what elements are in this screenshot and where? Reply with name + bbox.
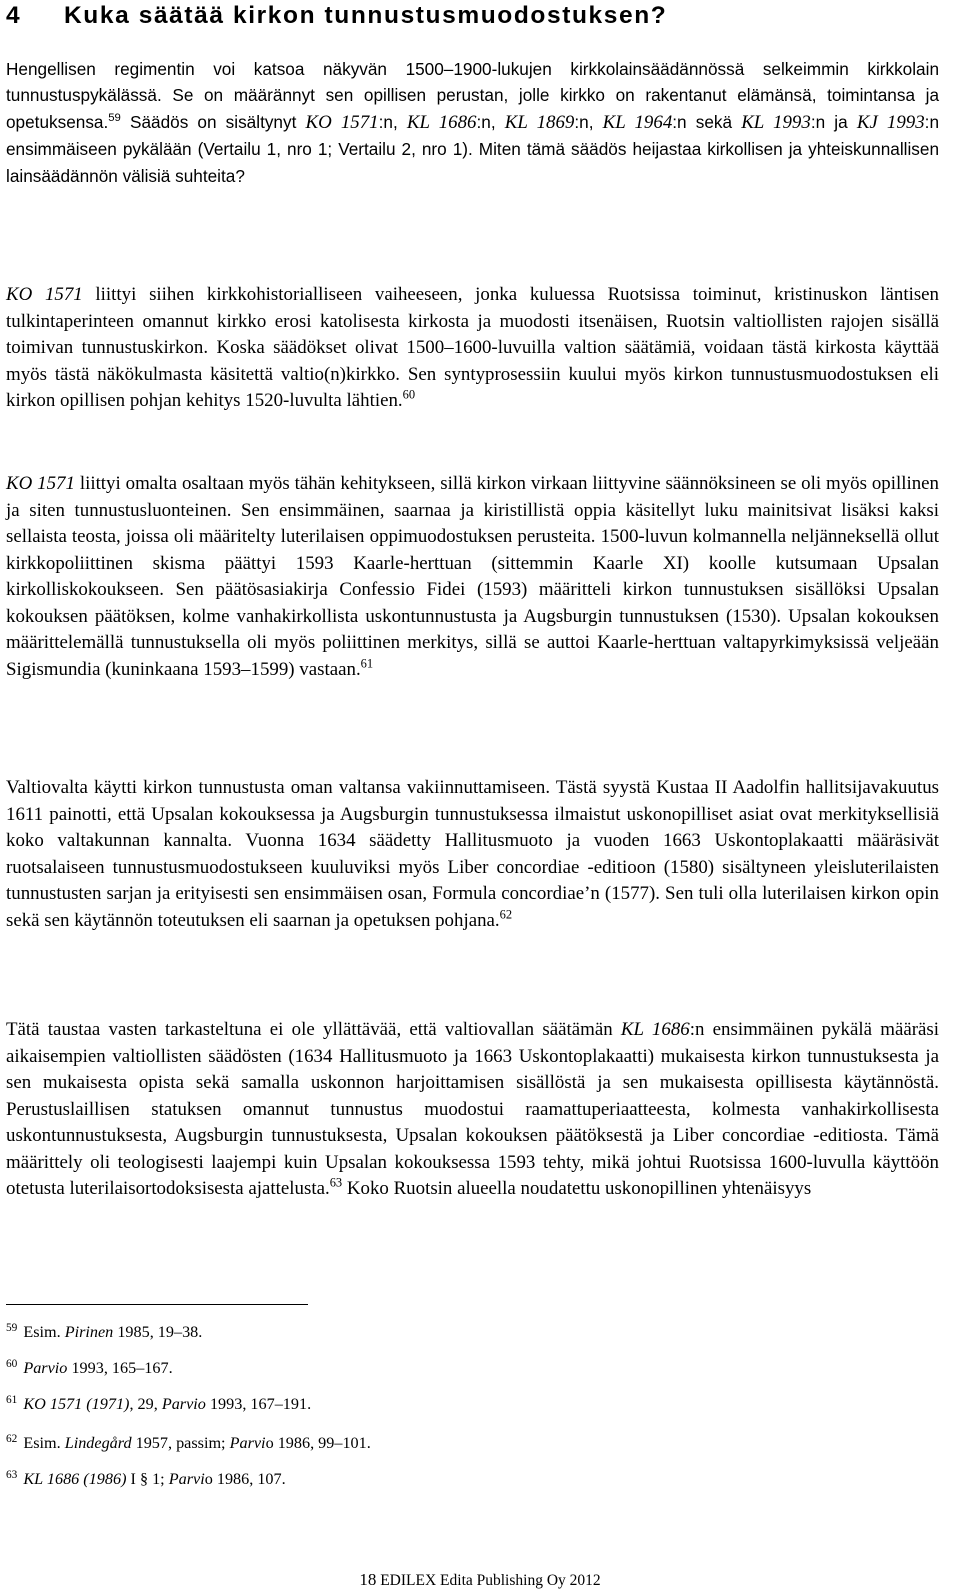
text-run: I § 1; <box>126 1470 169 1488</box>
footnote-63 <box>6 1469 286 1489</box>
law-ref: KL 1686 <box>406 111 477 133</box>
page-number: 18 <box>359 1570 377 1589</box>
footnote-number: 62 <box>6 1432 18 1445</box>
paragraph-4 <box>6 775 939 934</box>
footnote-number: 60 <box>6 1357 18 1370</box>
text-run: , 29, <box>129 1395 162 1413</box>
law-ref: KL 1993 <box>741 111 811 133</box>
footnote-61 <box>6 1394 311 1414</box>
text-run: :n ja <box>810 111 857 132</box>
text-run: Säädös on sisältynyt <box>120 111 306 132</box>
citation-title: KO 1571 (1971) <box>23 1395 130 1413</box>
text-run: :n, <box>378 111 407 132</box>
text-run: Esim. <box>23 1434 65 1452</box>
footnote-ref-60: 60 <box>402 387 416 402</box>
law-ref: KJ 1993 <box>856 111 925 133</box>
text-run: Valtiovalta käytti kirkon tunnustusta oman valtansa vakiinnuttamiseen. Tästä syystä Kustaa II Aadolfin hallitsijavakuutus 1611 painotti, että Upsalan kokouksessa ja Augsburgin tunnustuksessa ilmaistut uskonopilliset asiat ovat merkityksellisiä koko valtakunnan kannalta. Vuonna 1634 säädetty Hallitusmuoto ja vuoden 1663 Uskontoplakaatti määräsivät ruotsalaiseen tunnustusmuodostukseen kuuluviksi myös Liber concordiae -editioon (1580) sisältyneen yleisluterilaisten tunnustusten sarjan ja erityisesti sen ensimmäisen osan, Formula concordiae’n (1577). Sen tuli olla luterilaisen kirkon opin sekä sen käytännön toteutuksen eli saarnan ja opetuksen pohjana. <box>6 777 939 931</box>
section-title: Kuka säätää kirkon tunnustusmuodostuksen? <box>64 2 668 29</box>
paragraph-2 <box>6 282 939 415</box>
footnote-number: 63 <box>6 1468 18 1481</box>
text-run: 1993, 167–191. <box>205 1395 312 1413</box>
text-run: liittyi omalta osaltaan myös tähän kehitykseen, sillä kirkon virkaan liittyvine säännöksineen se oli myös opillinen ja siten tunnustusluonteinen. Sen ensimmäinen, saarnaa ja kiristillistä oppia käsitellyt luku mainitsivat lisäksi kaksi sellaista teosta, joissa oli määritelty luterilaisen oppimuodostuksen perusteita. 1500-luvun kolmannella neljänneksellä ollut kirkkopoliittinen skisma päättyi 1593 Kaarle-herttuan (sittemmin Kaarle XI) koolle kutsumaan Upsalan kirkolliskokoukseen. Sen päätösasiakirja Confessio Fidei (1593) määritteli kirkon tunnustuksen sisällöksi Upsalan kokouksen päätöksen, kolme vanhakirkollista uskontunnustusta ja Augsburgin tunnustuksen (1530). Upsalan kokouksen määrittelemällä tunnustuksella oli myös poliittinen merkitys, sillä se auttoi Kaarle-herttuan valtapyrkimyksissä veljeään Sigismundia (kuninkaana 1593–1599) vastaan. <box>6 473 939 680</box>
text-run: :n ensimmäiseen pykälään (Vertailu 1, nro 1; Vertailu 2, nro 1). Miten tämä säädös heijastaa kirkollisen ja yhteiskunnallisen lainsäädännön välisiä suhteita? <box>6 111 940 186</box>
section-heading <box>6 2 667 30</box>
law-ref: KO 1571 <box>6 473 75 494</box>
law-ref: KO 1571 <box>305 111 379 133</box>
publisher-line: EDILEX Edita Publishing Oy 2012 <box>380 1572 601 1589</box>
text-run: Koko Ruotsin alueella noudatettu uskonopillinen yhtenäisyys <box>342 1178 812 1199</box>
paragraph-5 <box>6 1017 939 1203</box>
page-footer <box>0 1571 960 1590</box>
citation-author: Parvio <box>161 1395 206 1413</box>
section-number: 4 <box>6 2 20 29</box>
citation-author: Pirinen <box>64 1323 114 1341</box>
law-ref: KL 1686 <box>620 1019 690 1040</box>
footnote-ref-59: 59 <box>108 111 121 124</box>
law-ref: KL 1869 <box>504 111 575 133</box>
footnote-ref-63: 63 <box>329 1175 343 1190</box>
footnote-number: 59 <box>6 1321 18 1334</box>
text-run: Hengellisen regimentin voi katsoa näkyvän 1500–1900-lukujen kirkkolainsäädännössä selkeimmin kirkkolain tunnustuspykälässä. Se on määrännyt sen opillisen perustan, jolle kirkko on rakentanut elämänsä, toimintansa ja opetuksensa. <box>6 59 939 132</box>
text-run: :n ensimmäinen pykälä määräsi aikaisempien valtiollisten säädösten (1634 Hallitusmuoto ja 1663 Uskontoplakaatti) mukaisesta kirkon tunnustuksesta ja sen mukaisesta opista sekä samalla uskonnon harjoittamisen sisällöstä ja sen mukaisesta opillisesta käytännöstä. Perustuslaillisen statuksen omannut tunnustus muodostui raamattuperiaatteesta, kolmesta vanhakirkollisesta uskontunnustuksesta, Augsburgin tunnustuksesta, Upsalan kokouksen päätöksestä ja Liber concordiae -editiosta. Tämä määrittely oli teologisesti laajempi kuin Upsalan kokouksessa 1593 tehty, mikä johtui Ruotsissa 1600-luvulla käyttöön otetusta luterilaisortodoksisesta ajattelusta. <box>6 1019 939 1199</box>
footnote-62 <box>6 1433 371 1453</box>
citation-author: Parvi <box>229 1434 266 1452</box>
text-run: Esim. <box>23 1323 65 1341</box>
paragraph-1 <box>6 56 939 189</box>
law-ref: KO 1571 <box>6 284 83 305</box>
footnote-60 <box>6 1358 173 1378</box>
citation-author: Parvi <box>168 1470 205 1488</box>
citation-author: Lindegård <box>64 1434 132 1452</box>
citation-title: KL 1686 (1986) <box>23 1470 127 1488</box>
text-run: 1993, 165–167. <box>67 1359 173 1377</box>
text-run: 1985, 19–38. <box>113 1323 203 1341</box>
text-run: liittyi siihen kirkkohistorialliseen vaiheeseen, jonka kuluessa Ruotsissa toiminut, kristinuskon läntisen tulkintaperinteen omannut kirkko erosi katolisesta kirkosta ja muodosti itsenäisen, Ruotsin valtiollisten rajojen sisällä toimivan tunnustuskirkon. Koska säädökset olivat 1500–1600-luvuilla valtion säätämiä, voidaan tästä kirkosta käyttää myös tästä näkökulmasta käsitettä valtio(n)kirkko. Sen syntyprosessiin kuului myös kirkon tunnustusmuodostuksen eli kirkon opillisen pohjan kehitys 1520-luvulta lähtien. <box>6 284 940 411</box>
paragraph-3 <box>6 471 939 683</box>
footnote-59 <box>6 1322 202 1342</box>
text-run: o 1986, 107. <box>204 1470 286 1488</box>
text-run: o 1986, 99–101. <box>265 1434 371 1452</box>
text-run: :n sekä <box>672 111 742 132</box>
text-run: :n, <box>476 111 505 132</box>
footnote-ref-61: 61 <box>360 655 374 670</box>
footnote-number: 61 <box>6 1393 18 1406</box>
citation-author: Parvio <box>23 1359 68 1377</box>
text-run: 1957, passim; <box>131 1434 230 1452</box>
text-run: :n, <box>574 111 603 132</box>
text-run: Tätä taustaa vasten tarkasteltuna ei ole yllättävää, että valtiovallan säätämän <box>6 1019 621 1040</box>
footnote-ref-62: 62 <box>499 906 513 921</box>
law-ref: KL 1964 <box>602 111 673 133</box>
footnote-divider <box>6 1304 308 1305</box>
